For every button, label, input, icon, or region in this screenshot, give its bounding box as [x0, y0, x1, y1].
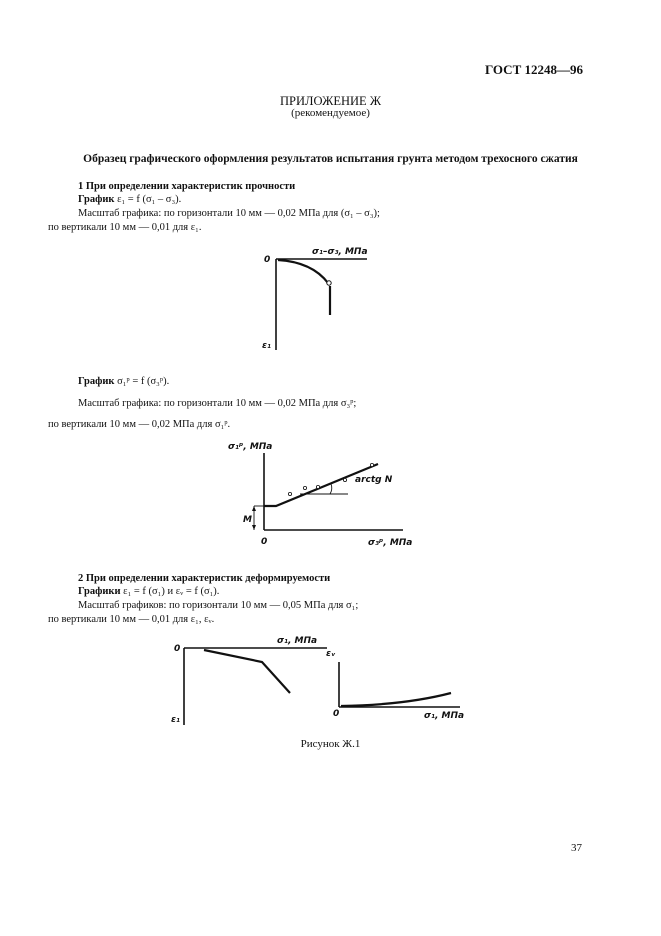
graph1-label: График — [78, 194, 115, 205]
scale3-line1: Масштаб графиков: по горизонтали 10 мм — 0,05 МПа для σ₁; — [78, 600, 359, 611]
main-title: Образец графического оформления результатов испытания грунта методом трехосного сжатия — [83, 153, 578, 165]
scale3-line2: по вертикали 10 мм — 0,01 для ε₁, εᵥ. — [48, 614, 215, 625]
chart2-intercept-label: M — [243, 515, 252, 525]
scale1-line2: по вертикали 10 мм — 0,01 для ε₁. — [48, 222, 202, 233]
chart2-x-label: σ₃ᵖ, МПа — [368, 538, 413, 548]
graphs-formula: ε₁ = f (σ₁) и εᵥ = f (σ₁). — [123, 586, 220, 597]
chart4-origin: 0 — [333, 709, 340, 719]
scale1-line1: Масштаб графика: по горизонтали 10 мм — 0,02 МПа для (σ₁ – σ₃); — [78, 208, 380, 219]
graphs-label: Графики — [78, 586, 121, 597]
chart4-y-label: εᵥ — [326, 649, 336, 659]
section1-heading: 1 При определении характеристик прочности — [78, 181, 296, 192]
appendix-subtitle: (рекомендуемое) — [291, 107, 370, 119]
chart1-y-label: ε₁ — [262, 341, 271, 351]
figure-caption: Рисунок Ж.1 — [300, 738, 361, 750]
chart3-x-label: σ₁, МПа — [277, 636, 318, 646]
graph2-formula: σ₁ᵖ = f (σ₃ᵖ). — [117, 376, 170, 387]
chart4-x-label: σ₁, МПа — [424, 711, 465, 721]
section2-heading: 2 При определении характеристик деформируемости — [78, 573, 331, 584]
chart3-origin: 0 — [174, 644, 181, 654]
chart2-origin: 0 — [261, 537, 268, 547]
chart2-y-label: σ₁ᵖ, МПа — [228, 442, 273, 452]
scale2-line2: по вертикали 10 мм — 0,02 МПа для σ₁ᵖ. — [48, 419, 231, 430]
chart1-x-label: σ₁–σ₃, МПа — [312, 247, 368, 257]
page-number: 37 — [571, 842, 582, 854]
appendix-title: ПРИЛОЖЕНИЕ Ж — [279, 94, 382, 108]
graph1-formula: ε₁ = f (σ₁ – σ₃). — [117, 194, 182, 205]
standard-number: ГОСТ 12248—96 — [484, 62, 583, 77]
scale2-line1: Масштаб графика: по горизонтали 10 мм — 0,02 МПа для σ₃ᵖ; — [78, 398, 357, 409]
chart3-y-label: ε₁ — [171, 715, 180, 725]
chart1-origin: 0 — [264, 255, 271, 265]
chart2-angle-label: arctg N — [355, 475, 393, 485]
chart4-curve — [341, 693, 451, 706]
graph2-label: График — [78, 376, 115, 387]
